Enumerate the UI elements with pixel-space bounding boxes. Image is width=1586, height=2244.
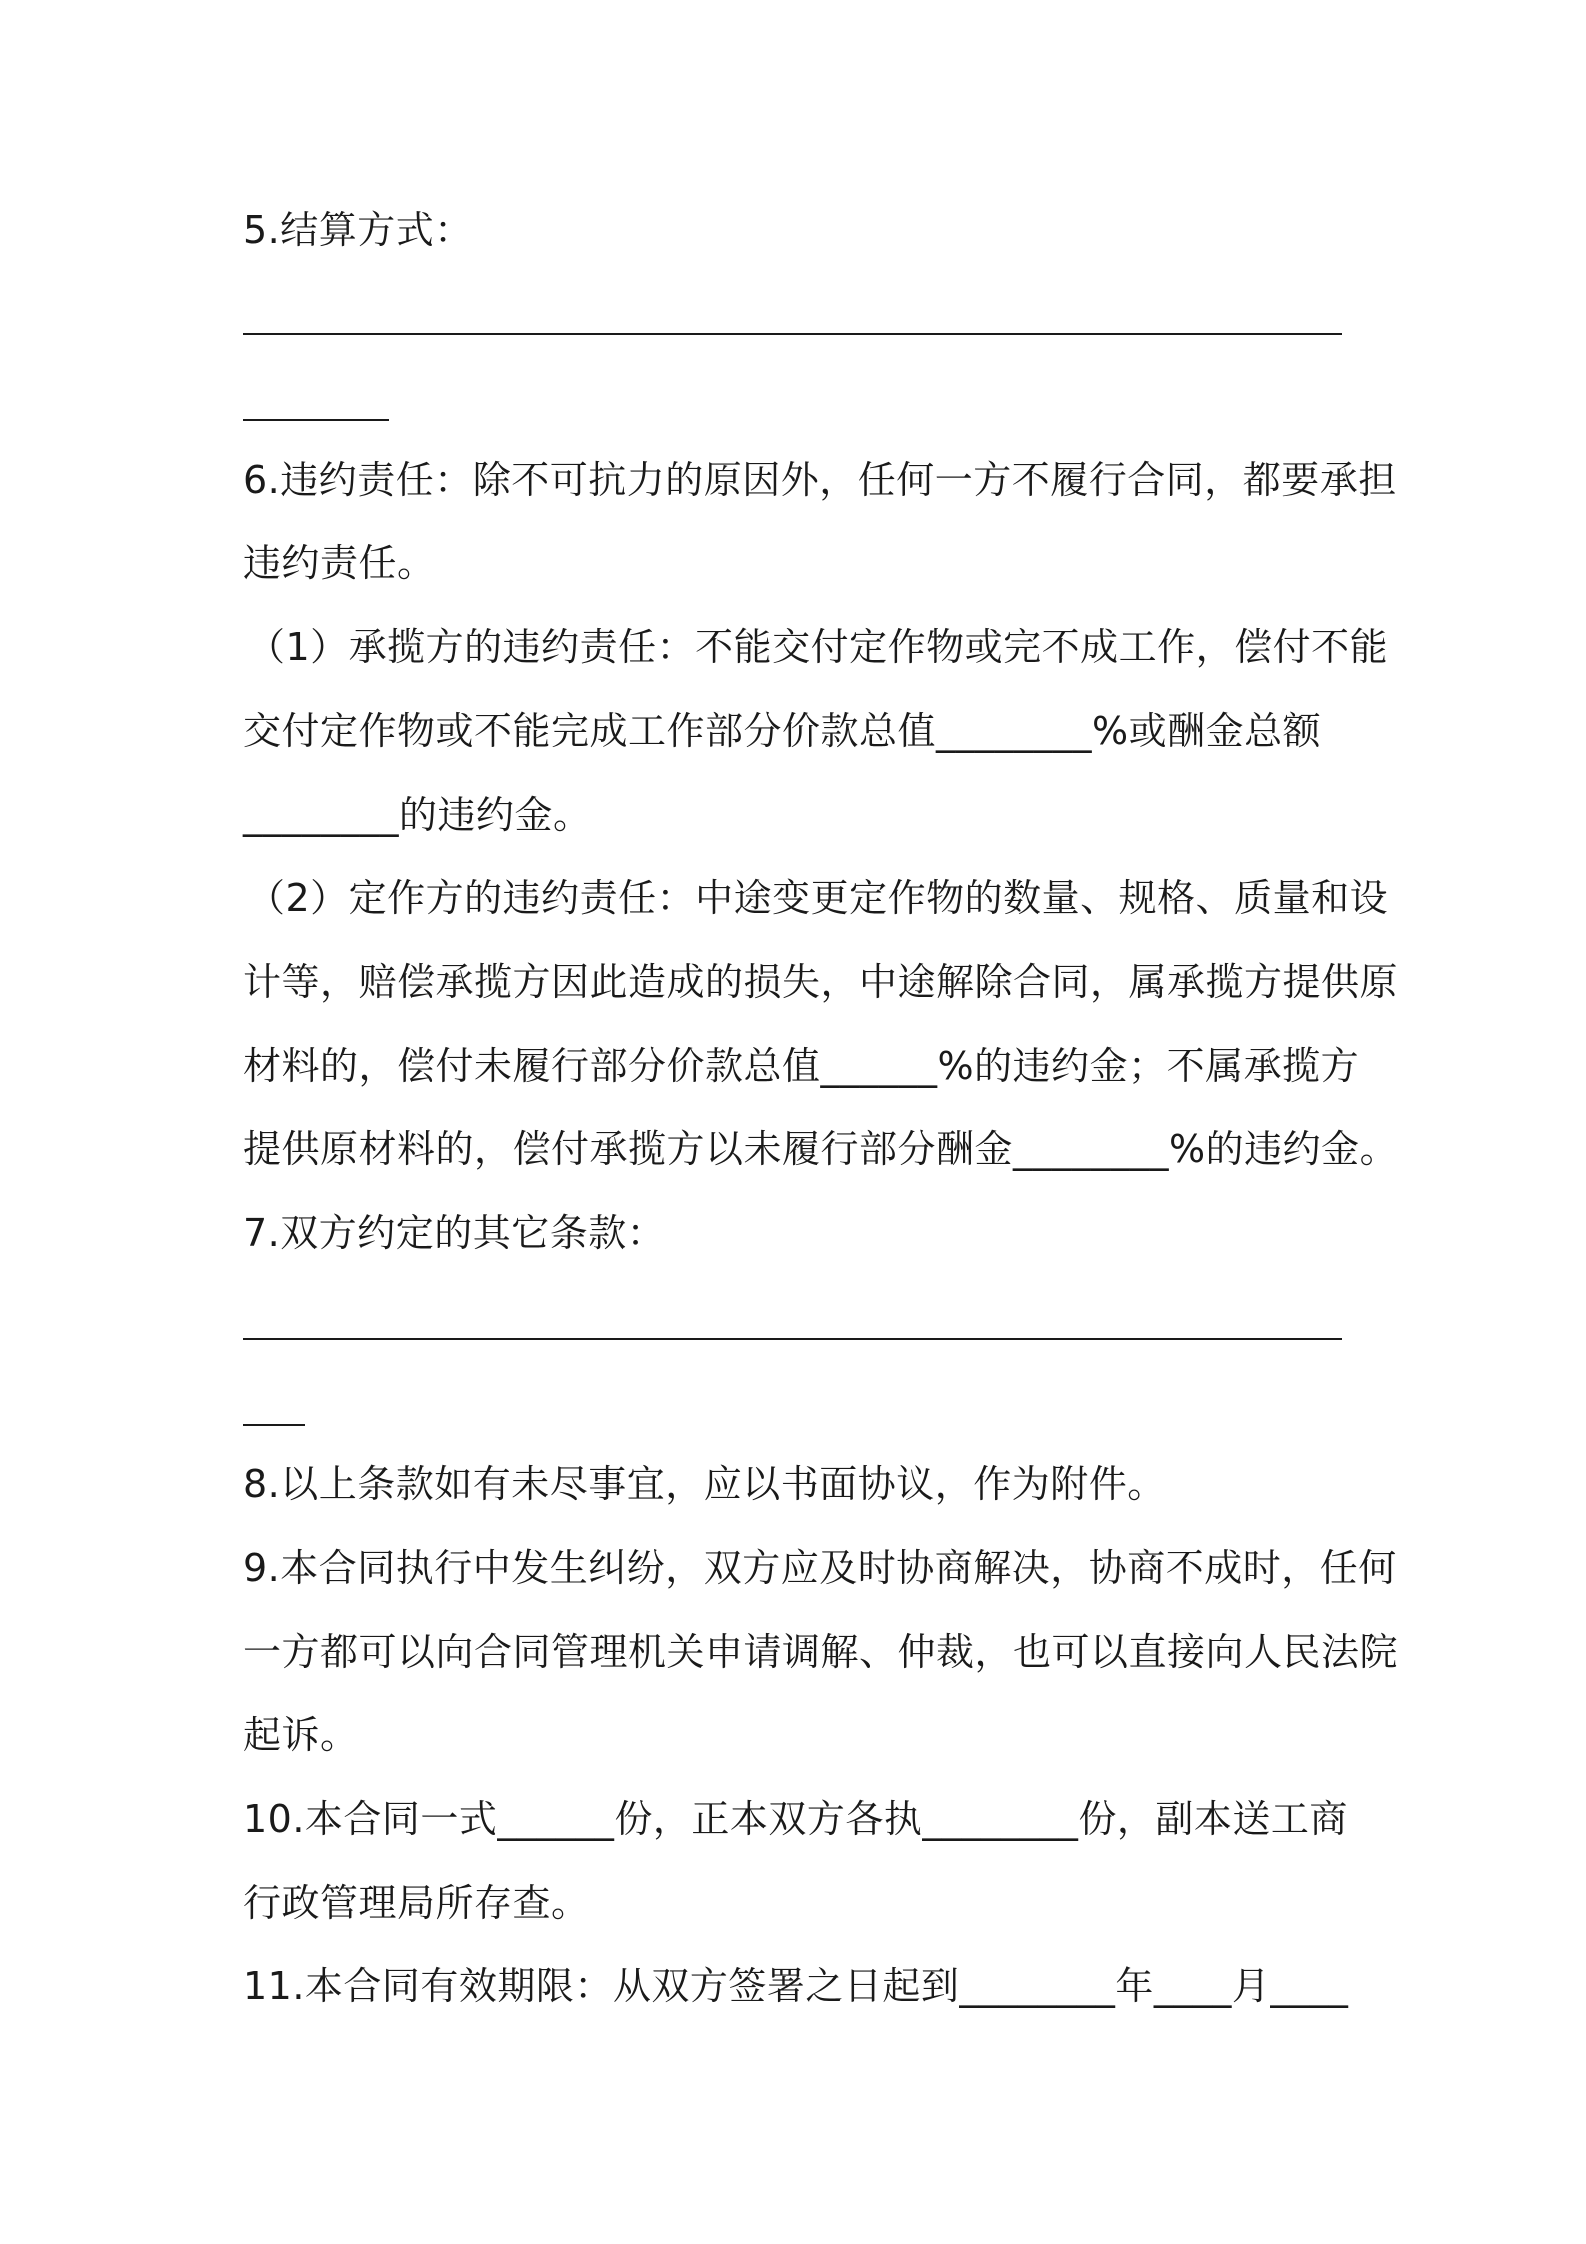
clause-6-line-1: 6.违约责任：除不可抗力的原因外，任何一方不履行合同，都要承担 (243, 458, 1397, 502)
clause-6-2-line-4: 提供原材料的，偿付承揽方以未履行部分酬金________%的违约金。 (243, 1127, 1399, 1171)
clause-6-1-line-3: ________的违约金。 (243, 793, 592, 837)
clause-9-line-2: 一方都可以向合同管理机关申请调解、仲裁，也可以直接向人民法院 (243, 1630, 1399, 1674)
fill-in-blank-line (243, 1424, 305, 1426)
clause-11-line-1: 11.本合同有效期限：从双方签署之日起到________年____月____ (243, 1964, 1349, 2008)
fill-in-blank-line (243, 333, 1342, 335)
clause-10-line-1: 10.本合同一式______份，正本双方各执________份，副本送工商 (243, 1797, 1348, 1841)
clause-6-1-line-2: 交付定作物或不能完成工作部分价款总值________%或酬金总额 (243, 709, 1322, 753)
clause-5-heading: 5.结算方式： (243, 208, 473, 252)
fill-in-blank-line (243, 1338, 1342, 1340)
clause-7-heading: 7.双方约定的其它条款： (243, 1211, 666, 1255)
clause-9-line-1: 9.本合同执行中发生纠纷，双方应及时协商解决，协商不成时，任何 (243, 1546, 1397, 1590)
clause-6-2-line-1: （2）定作方的违约责任：中途变更定作物的数量、规格、质量和设 (247, 876, 1389, 920)
clause-9-line-3: 起诉。 (243, 1713, 359, 1757)
clause-6-1-line-1: （1）承揽方的违约责任：不能交付定作物或完不成工作，偿付不能 (247, 625, 1389, 669)
clause-10-line-2: 行政管理局所存查。 (243, 1881, 590, 1925)
clause-6-2-line-3: 材料的，偿付未履行部分价款总值______%的违约金；不属承揽方 (243, 1044, 1360, 1088)
clause-8: 8.以上条款如有未尽事宜，应以书面协议，作为附件。 (243, 1462, 1166, 1506)
clause-6-line-2: 违约责任。 (243, 541, 436, 585)
clause-6-2-line-2: 计等，赔偿承揽方因此造成的损失，中途解除合同，属承揽方提供原 (243, 960, 1399, 1004)
fill-in-blank-line (243, 419, 389, 421)
